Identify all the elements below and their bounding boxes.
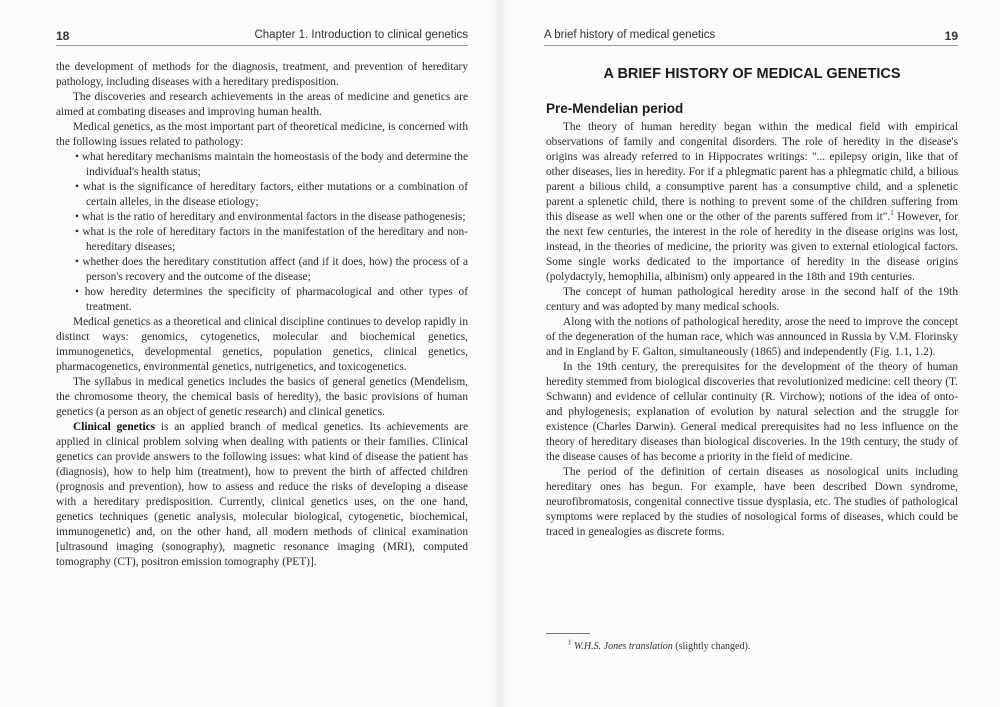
- footnote-source: W.H.S. Jones translation: [574, 641, 673, 652]
- paragraph: In the 19th century, the prerequisites for the development of the theory of human heredity stemmed from biological discoveries that revolutionized medicine: cell theory (T. Schwann) and evidence of cellular continuity (R. Virchow); notions of the idea of onto- and phylogenesis; explanation of evolution by natural selection and the struggle for existence (Charles Darwin). General medical prerequisites had no less influence on the theory of hereditary diseases than biological discoveries. In the 19th century, the study of the disease causes of has become a priority in the field of medicine.: [546, 361, 958, 463]
- section-title: Pre-Mendelian period: [546, 101, 684, 116]
- paragraph: Along with the notions of pathological heredity, arose the need to improve the concept of the degeneration of the human race, which was announced in Russia by V.M. Florinsky and in England by F. Galton, simultaneously (1865) and independently (Fig. 1.1, 1.2).: [546, 316, 958, 358]
- footnote-rule: [546, 633, 590, 634]
- list-item: • what is the ratio of hereditary and environmental factors in the disease pathogenesis;: [56, 210, 468, 225]
- paragraph-text: However, for the next few centuries, the interest in the role of heredity in the disease origins was lost, instead, in the theories of medicine, the priority was given to external etiological factors. Some single works dedicated to the importance of heredity in the disease origins (polydactyly, hemophilia, albinism) only appeared in the 18th and 19th centuries.: [546, 211, 958, 283]
- paragraph: Medical genetics, as the most important part of theoretical medicine, is concerned with the following issues related to pathology:: [56, 121, 468, 148]
- list-item: • what is the role of hereditary factors in the manifestation of the hereditary and non-hereditary diseases;: [56, 225, 468, 255]
- paragraph: The concept of human pathological heredity arose in the second half of the 19th century and was adopted by many medical schools.: [546, 286, 958, 313]
- paragraph: Medical genetics as a theoretical and clinical discipline continues to develop rapidly in distinct ways: genomics, cytogenetics, molecular and biochemical genetics, immunogenetics, developmental genetics, population genetics, clinical genetics, pharmacogenetics, environmental genetics, nutrigenetics, and toxicogenetics.: [56, 316, 468, 373]
- right-page-number: 19: [944, 29, 958, 43]
- right-running-header: [544, 28, 958, 46]
- footnote-ref: 1: [890, 209, 894, 218]
- issues-list: [56, 150, 468, 315]
- term-clinical-genetics: Clinical genetics: [73, 421, 156, 433]
- paragraph: [56, 420, 468, 570]
- list-item: • what hereditary mechanisms maintain the homeostasis of the body and determine the individual's health status;: [56, 150, 468, 180]
- paragraph: The discoveries and research achievements in the areas of medicine and genetics are aimed at combating diseases and improving human health.: [56, 91, 468, 118]
- paragraph-text: is an applied branch of medical genetics. Its achievements are applied in clinical problem solving when dealing with patients or their families. Clinical genetics can provide answers to the following issues: what kind of disease the patient has (diagnosis), how to help him (treatment), how to prevent the birth of affected children (prognosis and prevention), how to assess and reduce the risks of developing a disease with a hereditary predisposition. Currently, clinical genetics uses, on the one hand, genetics techniques (genetic analysis, molecular biological, cytogenetic, biochemical, immunogenetic) and, on the other hand, all modern methods of clinical examination [ultrasound imaging (sonography), magnetic resonance imaging (MRI), computed tomography (CT), positron emission tomography (PET)].: [56, 421, 468, 568]
- right-running-head: A brief history of medical genetics: [544, 29, 716, 41]
- paragraph: The syllabus in medical genetics includes the basics of general genetics (Mendelism, the chromosome theory, the chemical basis of heredity), the basic provisions of human genetics (a person as an object of genetic research) and clinical genetics.: [56, 376, 468, 418]
- paragraph: [546, 120, 958, 285]
- footnote-text: (slightly changed).: [672, 641, 751, 652]
- paragraph: The period of the definition of certain diseases as nosological units including hereditary ones has begun. For example, have been described Down syndrome, neurofibromatosis, congenital connective tissue dysplasia, etc. The studies of pathological symptoms were replaced by the studies of nosological forms of diseases, which could be traced in genealogies as discrete forms.: [546, 466, 958, 538]
- list-item: • whether does the hereditary constitution affect (and if it does, how) the process of a person's recovery and the outcome of the disease;: [56, 255, 468, 285]
- left-body-text: [56, 60, 468, 570]
- footnote-marker: 1: [568, 638, 572, 647]
- chapter-title: A BRIEF HISTORY OF MEDICAL GENETICS: [603, 66, 901, 82]
- list-item: • what is the significance of hereditary factors, either mutations or a combination of certain alleles, in the disease etiology;: [56, 180, 468, 210]
- right-body-text: [546, 120, 958, 540]
- left-page-number: 18: [56, 29, 70, 43]
- left-running-head: Chapter 1. Introduction to clinical genetics: [254, 29, 468, 41]
- footnote: [568, 638, 751, 652]
- paragraph-text: The theory of human heredity began within the medical field with empirical observations of family and congenital disorders. The role of heredity in the disease's origins was already referred to in Hippocrates writings: "... epilepsy origin, like that of other diseases, lies in heredity. For if a phlegmatic parent has a phlegmatic child, a bilious parent a bilious child, a consumptive parent has a consumptive child, and a splenetic parent a splenetic child, there is nothing to prevent some of the children suffering from this disease as well when one or the other of the parents suffered from it".: [546, 121, 958, 223]
- list-item: • how heredity determines the specificity of pharmacological and other types of treatment.: [56, 285, 468, 315]
- left-running-header: [56, 28, 468, 46]
- paragraph: the development of methods for the diagnosis, treatment, and prevention of hereditary pathology, including diseases with a hereditary predisposition.: [56, 61, 468, 88]
